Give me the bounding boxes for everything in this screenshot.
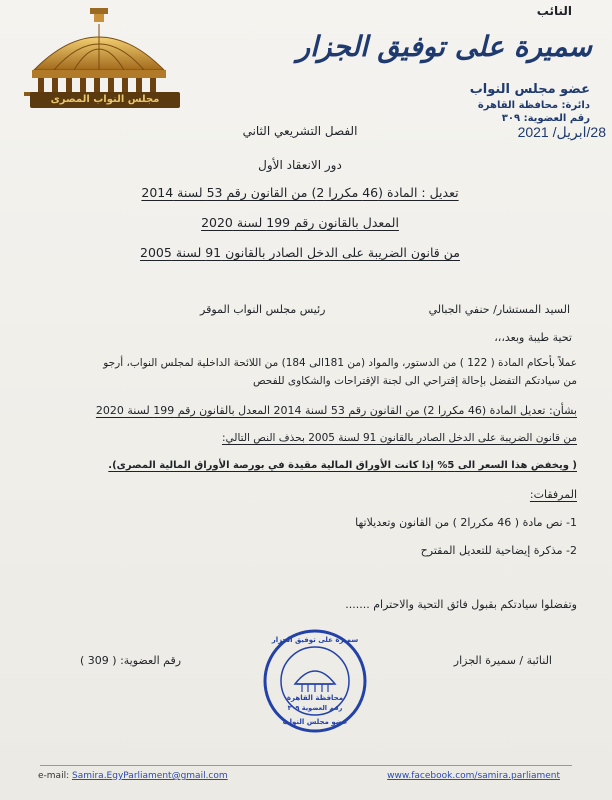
header-district: دائرة: محافظة القاهرة (477, 100, 590, 111)
stamp-text-reg: رقم العضوية ٣٠٩ (287, 704, 343, 712)
attachment-item-2: 2- مذكرة إيضاحية للتعديل المقترح (420, 544, 577, 557)
paragraph-line-1: عملاً بأحكام المادة ( 122 ) من الدستور، والمواد (من 181الى 184) من اللائحة الداخلية لمجلس النواب، أرجو (103, 357, 577, 369)
closing-line: وتفضلوا سيادتكم بقبول فائق التحية والاحترام ....... (345, 598, 577, 611)
stamp-text-bottom: عضو مجلس النواب (282, 718, 348, 726)
addressee-title: رئيس مجلس النواب الموقر (200, 303, 326, 316)
paragraph-line-2: من سيادتكم التفضل بإحالة إقتراحي الى لجنة الإقتراحات والشكاوى للفحص (252, 375, 577, 387)
footer-email-link[interactable]: Samira.EgyParliament@gmail.com (71, 771, 228, 781)
session-line-2: دور الانعقاد الأول (258, 158, 342, 172)
signature-name: النائبة / سميرة الجزار (453, 654, 552, 667)
regarding-line-1: بشأن: تعديل المادة (46 مكررا 2) من القانون رقم 53 لسنة 2014 المعدل بالقانون رقم 199 لسنة 2020 (95, 404, 577, 417)
header-name-signature: سميرة على توفيق الجزار (296, 30, 592, 63)
signature-registration: رقم العضوية: ( 309 ) (80, 654, 182, 667)
header-title: النائب (536, 4, 572, 18)
header-member: عضو مجلس النواب (469, 82, 590, 97)
stamp-text-middle: محافظة القاهرة (286, 694, 344, 702)
footer-divider (40, 765, 572, 766)
greeting: تحية طيبة وبعد،،، (494, 331, 572, 344)
attachments-title: المرفقات: (529, 488, 577, 501)
stamp-text-top: سميرة على توفيق الجزار (271, 636, 359, 644)
attachment-item-1: 1- نص مادة ( 46 مكررا2 ) من القانون وتعديلاتها (355, 516, 577, 529)
footer-email (38, 771, 228, 781)
subject-line-2: المعدل بالقانون رقم 199 لسنة 2020 (201, 215, 399, 230)
subject-line-3: من قانون الضريبة على الدخل الصادر بالقانون 91 لسنة 2005 (140, 245, 460, 260)
addressee-name: السيد المستشار/ حنفي الجبالي (428, 303, 570, 316)
regarding-quote: ( ويخفض هذا السعر الى 5% إذا كانت الأوراق المالية مقيدة في بورصة الأوراق المالية المصرى). (108, 460, 577, 471)
regarding-line-2: من قانون الضريبة على الدخل الصادر بالقانون 91 لسنة 2005 بحذف النص التالي: (221, 432, 577, 444)
logo-caption: مجلس النواب المصرى (30, 92, 180, 108)
session-line-1: الفصل التشريعي الثاني (242, 124, 358, 138)
document-date: 28/ابريل/ 2021 (517, 124, 606, 140)
header-registration: رقم العضوية: ٣٠٩ (501, 113, 590, 124)
footer-facebook (387, 771, 560, 781)
footer-facebook-link[interactable]: www.facebook.com/samira.parliament (387, 771, 560, 781)
subject-line-1: تعديل : المادة (46 مكررا 2) من القانون رقم 53 لسنة 2014 (141, 185, 459, 200)
footer-email-label: e-mail: (38, 771, 70, 781)
